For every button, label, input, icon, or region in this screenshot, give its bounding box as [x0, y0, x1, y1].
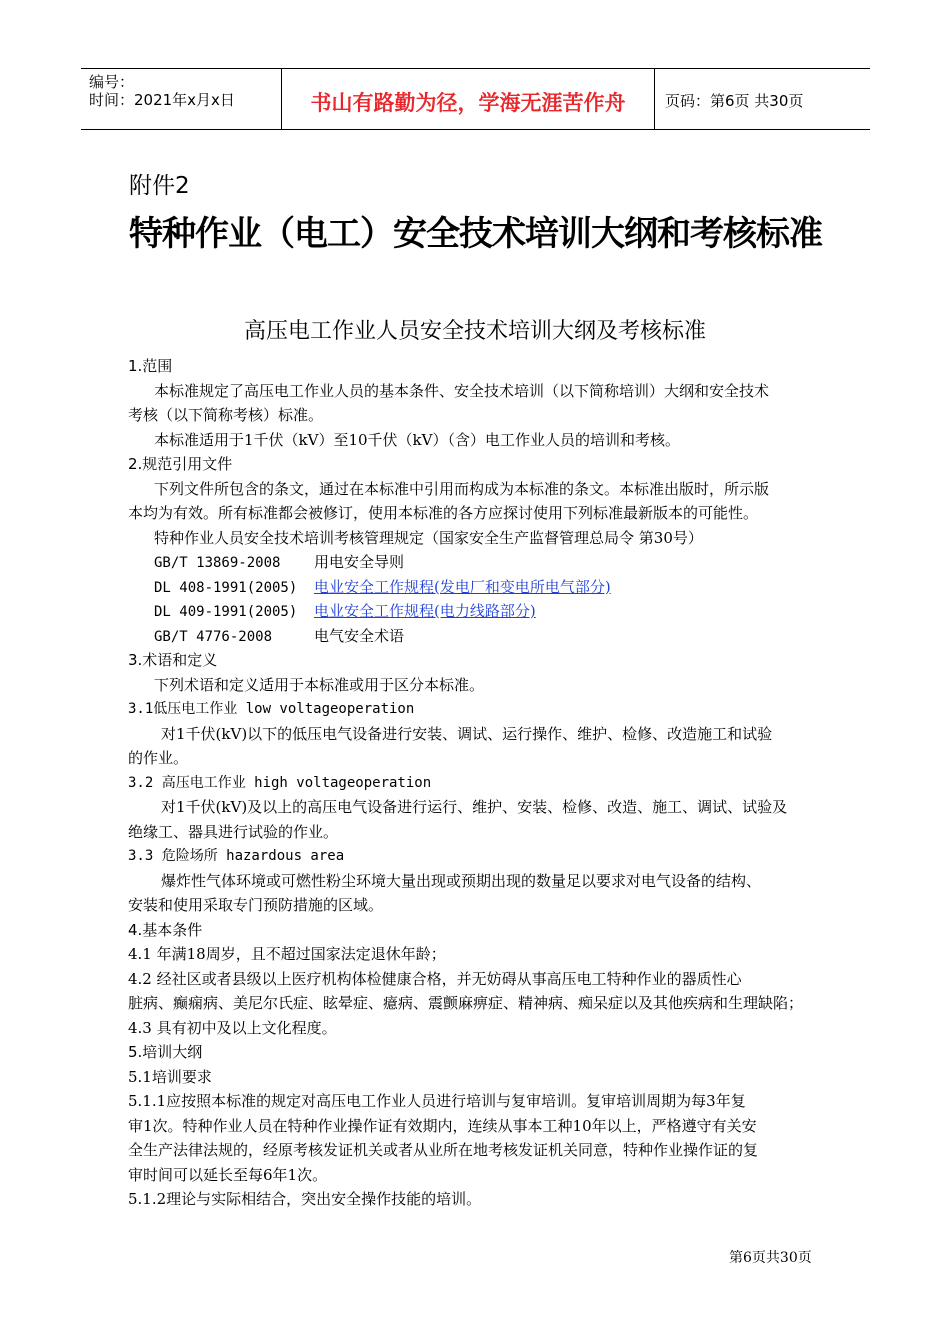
paragraph: 全生产法律法规的，经原考核发证机关或者从业所在地考核发证机关同意，特种作业操作证的复 — [128, 1141, 759, 1159]
document-body — [128, 354, 828, 1212]
reference-code: GB/T 13869-2008 — [154, 555, 281, 571]
reference-code: DL 408-1991(2005) — [154, 579, 298, 596]
paragraph: 4.1 年满18周岁，且不超过国家法定退休年龄； — [128, 945, 446, 963]
term-heading: 3.2 高压电工作业 high voltageoperation — [128, 774, 432, 791]
header-page-cell — [655, 69, 870, 129]
paragraph: 对1千伏(kV)以下的低压电气设备进行安装、调试、运行操作、维护、检修、改造施工和试验 — [161, 724, 773, 743]
header-left-cell — [81, 69, 282, 129]
header-table — [81, 68, 870, 130]
paragraph: 脏病、癫痫病、美尼尔氏症、眩晕症、癔病、震颤麻痹症、精神病、痴呆症以及其他疾病和生理缺陷； — [128, 994, 804, 1012]
paragraph: 5.1.1应按照本标准的规定对高压电工作业人员进行培训与复审培训。复审培训周期为每3年复 — [128, 1092, 746, 1110]
paragraph: 审1次。特种作业人员在特种作业操作证有效期内，连续从事本工种10年以上，严格遵守有关安 — [128, 1116, 757, 1135]
sub-title: 高压电工作业人员安全技术培训大纲及考核标准 — [243, 319, 706, 344]
paragraph: 爆炸性气体环境或可燃性粉尘环境大量出现或预期出现的数量足以要求对电气设备的结构、 — [161, 871, 762, 890]
section-heading: 2.规范引用文件 — [128, 455, 233, 473]
reference-title: 用电安全导则 — [314, 553, 405, 571]
section-heading: 4.基本条件 — [128, 920, 203, 939]
time-label: 时间：2021年x月x日 — [89, 91, 235, 109]
paragraph: 本标准规定了高压电工作业人员的基本条件、安全技术培训（以下简称培训）大纲和安全技术 — [154, 381, 770, 400]
reference-title: 电气安全术语 — [314, 626, 405, 645]
number-label: 编号： — [89, 73, 135, 91]
paragraph: 本均为有效。所有标准都会被修订，使用本标准的各方应探讨使用下列标准最新版本的可能性。 — [128, 504, 759, 522]
paragraph: 特种作业人员安全技术培训考核管理规定（国家安全生产监督管理总局令 第30号） — [154, 528, 703, 547]
paragraph: 的作业。 — [128, 749, 189, 767]
paragraph: 绝缘工、器具进行试验的作业。 — [128, 822, 339, 841]
section-heading: 1.范围 — [128, 357, 173, 375]
reference-code: GB/T 4776-2008 — [154, 628, 273, 645]
section-heading: 5.培训大纲 — [128, 1043, 203, 1061]
reference-item — [128, 624, 828, 649]
subsection-heading: 5.1培训要求 — [128, 1067, 212, 1086]
reference-item — [128, 550, 828, 575]
term-heading: 3.3 危险场所 hazardous area — [128, 848, 345, 864]
paragraph: 本标准适用于1千伏（kV）至10千伏（kV）（含）电工作业人员的培训和考核。 — [154, 430, 680, 449]
paragraph: 下列术语和定义适用于本标准或用于区分本标准。 — [154, 675, 485, 694]
paragraph: 审时间可以延长至每6年1次。 — [128, 1165, 328, 1184]
paragraph: 5.1.2理论与实际相结合，突出安全操作技能的培训。 — [128, 1190, 482, 1208]
header-motto-cell — [282, 69, 655, 129]
reference-link[interactable]: 电业安全工作规程(电力线路部分) — [314, 602, 536, 620]
annex-label: 附件2 — [129, 173, 190, 199]
header-page-label: 页码：第6页 共30页 — [665, 92, 804, 110]
paragraph: 安装和使用采取专门预防措施的区域。 — [128, 896, 384, 914]
section-heading: 3.术语和定义 — [128, 651, 218, 669]
footer-page-number: 第6页共30页 — [729, 1250, 812, 1266]
paragraph: 4.2 经社区或者县级以上医疗机构体检健康合格，并无妨碍从事高压电工特种作业的器质性心 — [128, 969, 742, 988]
paragraph: 对1千伏(kV)及以上的高压电气设备进行运行、维护、安装、检修、改造、施工、调试、试验及 — [161, 798, 788, 816]
paragraph: 考核（以下简称考核）标准。 — [128, 406, 324, 424]
paragraph: 下列文件所包含的条文，通过在本标准中引用而构成为本标准的条文。本标准出版时，所示版 — [154, 479, 770, 498]
term-heading: 3.1低压电工作业 low voltageoperation — [128, 701, 415, 717]
paragraph: 4.3 具有初中及以上文化程度。 — [128, 1018, 337, 1037]
main-title: 特种作业（电工）安全技术培训大纲和考核标准 — [129, 214, 822, 254]
reference-item — [128, 575, 828, 600]
reference-code: DL 409-1991(2005) — [154, 604, 298, 620]
motto: 书山有路勤为径，学海无涯苦作舟 — [310, 91, 626, 115]
reference-link[interactable]: 电业安全工作规程(发电厂和变电所电气部分) — [314, 577, 611, 596]
reference-item — [128, 599, 828, 624]
